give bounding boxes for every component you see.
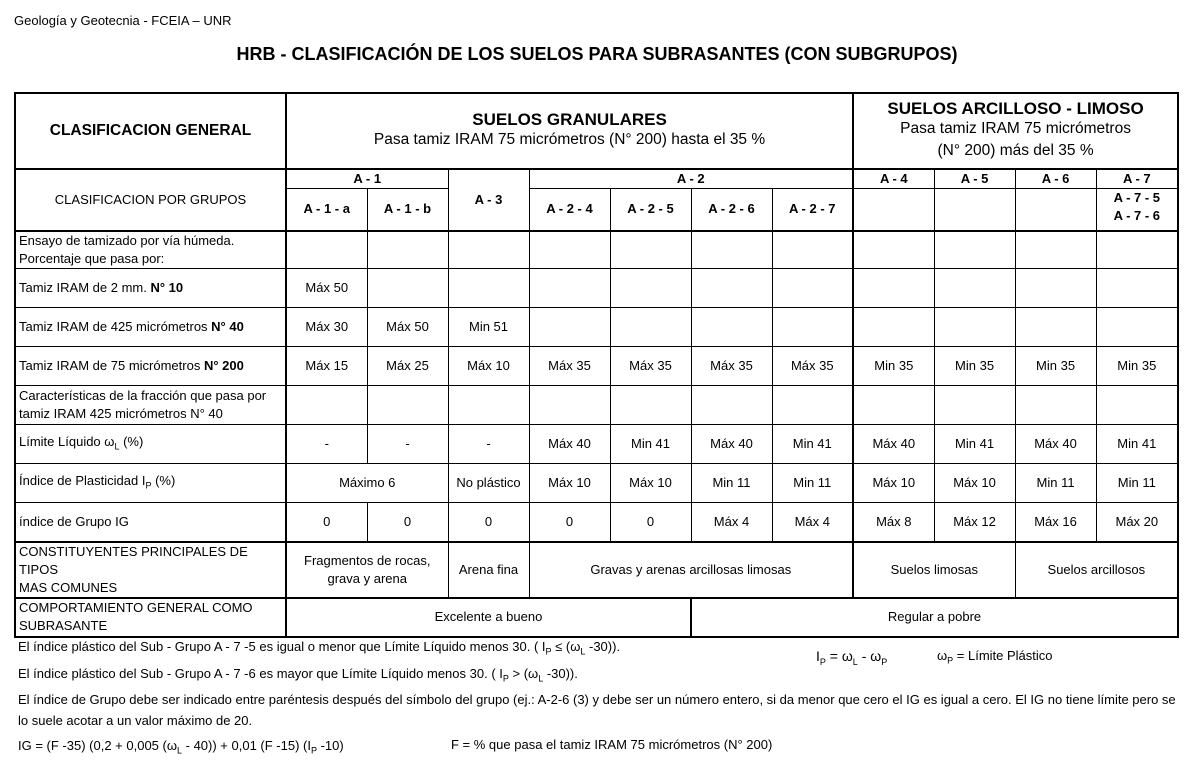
sieve-header-label [15, 231, 286, 269]
cell: Máx 40 [1015, 425, 1096, 464]
cell: Min 51 [448, 308, 529, 347]
cell: Min 41 [610, 425, 691, 464]
cell: Máx 10 [610, 464, 691, 503]
granular-title: SUELOS GRANULARES [472, 110, 667, 129]
cell: Máx 25 [367, 347, 448, 386]
note-group-index: El índice de Grupo debe ser indicado entre paréntesis después del símbolo del grupo (ej.: A-2-6 (3) y debe ser un número entero, si da menor que cero el IG es igual a cero. El IG no tiene límite pero se lo suele acotar a un valor máximo de 20. [18, 692, 1176, 729]
sieve-n200-label: Tamiz IRAM de 75 micrómetros N° 200 [15, 347, 286, 386]
subgroup-a6-empty [1015, 189, 1096, 231]
cell: Máx 40 [691, 425, 772, 464]
cell: Máx 15 [286, 347, 367, 386]
group-a2: A - 2 [529, 169, 853, 189]
sieve-header-line-1: Ensayo de tamizado por vía húmeda. [19, 232, 235, 248]
fraction-header-line-2: tamiz IRAM 425 micrómetros N° 40 [19, 406, 223, 421]
clay-subtitle-2: (N° 200) más del 35 % [937, 142, 1094, 159]
cell: Máx 12 [934, 503, 1015, 542]
cell: Máx 4 [772, 503, 853, 542]
course-header: Geología y Geotecnia - FCEIA – UNR [14, 13, 232, 28]
sieve-header-row [15, 231, 1178, 269]
cell: Máx 40 [529, 425, 610, 464]
cell: Máx 4 [691, 503, 772, 542]
plasticity-index-label: Índice de Plasticidad $I_P$ (%) [15, 464, 286, 503]
plasticity-index-row [15, 464, 1178, 503]
hrb-classification-table [14, 92, 1179, 638]
sieve-n10-row [15, 269, 1178, 308]
group-a1: A - 1 [286, 169, 448, 189]
cell: Máx 10 [934, 464, 1015, 503]
granular-header [286, 93, 853, 169]
behavior-label: COMPORTAMIENTO GENERAL COMO SUBRASANTE [15, 598, 286, 637]
note-a76: El índice plástico del Sub - Grupo A - 7 -6 es mayor que Límite Líquido menos 30. ( $I_P > (\omega_L$ -30)). [18, 665, 578, 684]
subgroup-a25: A - 2 - 5 [610, 189, 691, 231]
sieve-n10-label: Tamiz IRAM de 2 mm. N° 10 [15, 269, 286, 308]
constituents-a3: Arena fina [448, 542, 529, 598]
cell: Min 11 [1015, 464, 1096, 503]
group-a3: A - 3 [448, 169, 529, 231]
cell: Máx 35 [529, 347, 610, 386]
cell: No plástico [448, 464, 529, 503]
constituents-a2: Gravas y arenas arcillosas limosas [529, 542, 853, 598]
subgroup-a7x [1096, 189, 1178, 231]
subgroup-a1b: A - 1 - b [367, 189, 448, 231]
constituents-label: CONSTITUYENTES PRINCIPALES DE TIPOS MAS COMUNES [15, 542, 286, 598]
general-label: CLASIFICACION GENERAL [15, 93, 286, 169]
cell: 0 [367, 503, 448, 542]
cell: Min 41 [1096, 425, 1178, 464]
constituents-row [15, 542, 1178, 598]
cell: Máx 40 [853, 425, 934, 464]
subgroup-a26: A - 2 - 6 [691, 189, 772, 231]
groups-row-1 [15, 169, 1178, 189]
cell: Máx 10 [529, 464, 610, 503]
group-index-label: índice de Grupo IG [15, 503, 286, 542]
cell: Máx 10 [853, 464, 934, 503]
group-a5: A - 5 [934, 169, 1015, 189]
cell: Min 11 [1096, 464, 1178, 503]
cell: Min 11 [772, 464, 853, 503]
cell: - [367, 425, 448, 464]
cell: Min 41 [772, 425, 853, 464]
cell: Máx 35 [691, 347, 772, 386]
group-a6: A - 6 [1015, 169, 1096, 189]
cell: 0 [529, 503, 610, 542]
constituents-clayey: Suelos arcillosos [1015, 542, 1178, 598]
cell: 0 [448, 503, 529, 542]
note-a75: El índice plástico del Sub - Grupo A - 7 -5 es igual o menor que Límite Líquido menos 30. ( $I_P \le (\omega_L$ -30)). [18, 639, 621, 657]
subgroup-a75: A - 7 - 5 [1113, 190, 1161, 205]
behavior-poor: Regular a pobre [691, 598, 1178, 637]
sieve-n40-row [15, 308, 1178, 347]
cell: Min 41 [934, 425, 1015, 464]
group-a7: A - 7 [1096, 169, 1178, 189]
subgroup-a1a: A - 1 - a [286, 189, 367, 231]
fraction-header-row [15, 386, 1178, 425]
subgroup-a5-empty [934, 189, 1015, 231]
subgroup-a4-empty [853, 189, 934, 231]
cell: 0 [286, 503, 367, 542]
sieve-n40-label: Tamiz IRAM de 425 micrómetros N° 40 [15, 308, 286, 347]
liquid-limit-row [15, 425, 1178, 464]
clay-title: SUELOS ARCILLOSO - LIMOSO [887, 99, 1144, 118]
cell: - [448, 425, 529, 464]
behavior-good: Excelente a bueno [286, 598, 691, 637]
cell: Min 35 [1015, 347, 1096, 386]
cell: Máx 30 [286, 308, 367, 347]
plastic-limit-definition: $\omega_P$ = Límite Plástico [937, 648, 1053, 666]
fraction-header-label [15, 386, 286, 425]
cell: Máx 8 [853, 503, 934, 542]
general-classification-row [15, 93, 1178, 169]
granular-subtitle: Pasa tamiz IRAM 75 micrómetros (N° 200) hasta el 35 % [373, 131, 766, 148]
group-a4: A - 4 [853, 169, 934, 189]
fraction-header-line-1: Características de la fracción que pasa por [19, 388, 267, 403]
subgroup-a27: A - 2 - 7 [772, 189, 853, 231]
subgroup-a76: A - 7 - 6 [1113, 208, 1161, 223]
cell: Máx 20 [1096, 503, 1178, 542]
cell: Máx 16 [1015, 503, 1096, 542]
cell: Min 35 [934, 347, 1015, 386]
cell: Máx 35 [772, 347, 853, 386]
group-index-row [15, 503, 1178, 542]
behavior-row [15, 598, 1178, 637]
cell: Min 35 [853, 347, 934, 386]
cell: Máx 35 [610, 347, 691, 386]
liquid-limit-label: Límite Líquido $\omega_L$ (%) [15, 425, 286, 464]
cell: 0 [610, 503, 691, 542]
constituents-silty: Suelos limosas [853, 542, 1015, 598]
sieve-n200-row [15, 347, 1178, 386]
page-title: HRB - CLASIFICACIÓN DE LOS SUELOS PARA SUBRASANTES (CON SUBGRUPOS) [236, 44, 958, 64]
cell: Máximo 6 [286, 464, 448, 503]
ig-formula: IG = (F -35) (0,2 + 0,005 $(\omega_L - 40)) + 0,01$ (F -15) ($I_P$ -10) [18, 738, 344, 756]
f-definition: F = % que pasa el tamiz IRAM 75 micrómetros (N° 200) [451, 737, 773, 752]
subgroup-a24: A - 2 - 4 [529, 189, 610, 231]
sieve-header-line-2: Porcentaje que pasa por: [19, 250, 165, 266]
cell: Min 35 [1096, 347, 1178, 386]
groups-label: CLASIFICACION POR GRUPOS [15, 169, 286, 231]
cell: Máx 50 [367, 308, 448, 347]
cell: Máx 50 [286, 269, 367, 308]
ip-formula: $I_P = \omega_L - \omega_P$ [816, 648, 888, 667]
constituents-a1: Fragmentos de rocas, grava y arena [286, 542, 448, 598]
cell: - [286, 425, 367, 464]
cell: Min 11 [691, 464, 772, 503]
clay-subtitle-1: Pasa tamiz IRAM 75 micrómetros [900, 120, 1131, 137]
cell: Máx 10 [448, 347, 529, 386]
clay-header [853, 93, 1178, 169]
